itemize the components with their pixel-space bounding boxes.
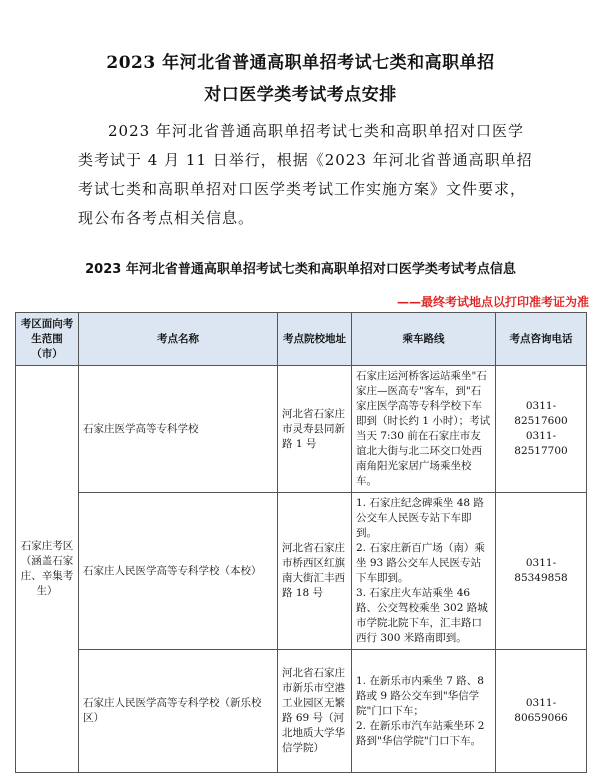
table-row — [16, 366, 587, 493]
header-route: 乘车路线 — [352, 313, 496, 366]
table-title: 2023 年河北省普通高职单招考试七类和高职单招对口医学类考试考点信息 — [85, 262, 516, 277]
table-row — [16, 650, 587, 773]
table-row — [16, 493, 587, 650]
table-note: ——最终考试地点以打印准考证为准 — [396, 295, 589, 309]
site-phone-cell: 0311-80659066 — [496, 650, 587, 773]
exam-site-table — [15, 312, 587, 773]
header-name: 考点名称 — [79, 313, 278, 366]
intro-paragraph-block — [78, 117, 534, 233]
header-phone: 考点咨询电话 — [496, 313, 587, 366]
area-cell: 石家庄考区（涵盖石家庄、辛集考生） — [16, 366, 79, 773]
header-area: 考区面向考生范围（市） — [16, 313, 79, 366]
site-route-cell: 石家庄运河桥客运站乘坐"石家庄—医高专"客车，到"石家庄医学高等专科学校下车即到（时长约 1 小时）；考试当天 7:30 前在石家庄市友谊北大街与北二环交口处西南角阳光家居广场乘坐校车。 — [352, 366, 496, 493]
site-name-cell: 石家庄人民医学高等专科学校（新乐校区） — [79, 650, 278, 773]
site-address-cell: 河北省石家庄市新乐市空港工业园区无繁路 69 号（河北地质大学华信学院） — [278, 650, 352, 773]
document-title-line-2: 对口医学类考试考点安排 — [204, 85, 397, 105]
document-title-line-1: 2023 年河北省普通高职单招考试七类和高职单招 — [106, 53, 495, 73]
site-phone-cell: 0311-85349858 — [496, 493, 587, 650]
table-header-row — [16, 313, 587, 366]
site-route-cell: 1. 石家庄纪念碑乘坐 48 路公交车人民医专站下车即到。 2. 石家庄新百广场（南）乘坐 93 路公交车人民医专站下车即到。 3. 石家庄火车站乘坐 46 路、公交驾校乘坐 302 路城市学院北院下车，汇丰路口西行 300 米路南即到。 — [352, 493, 496, 650]
site-phone-cell: 0311-82517600 0311-82517700 — [496, 366, 587, 493]
header-address: 考点院校地址 — [278, 313, 352, 366]
site-name-cell: 石家庄人民医学高等专科学校（本校） — [79, 493, 278, 650]
site-address-cell: 河北省石家庄市灵寿县同新路 1 号 — [278, 366, 352, 493]
site-name-cell: 石家庄医学高等专科学校 — [79, 366, 278, 493]
site-route-cell: 1. 在新乐市内乘坐 7 路、8 路或 9 路公交车到"华信学院"门口下车； 2. 在新乐市汽车站乘坐环 2 路到"华信学院"门口下车。 — [352, 650, 496, 773]
site-address-cell: 河北省石家庄市桥西区红旗南大街汇丰西路 18 号 — [278, 493, 352, 650]
intro-paragraph: 2023 年河北省普通高职单招考试七类和高职单招对口医学类考试于 4 月 11 日举行，根据《2023 年河北省普通高职单招考试七类和高职单招对口医学类考试工作实施方案》文件要求，现公布各考点相关信息。 — [78, 122, 533, 227]
